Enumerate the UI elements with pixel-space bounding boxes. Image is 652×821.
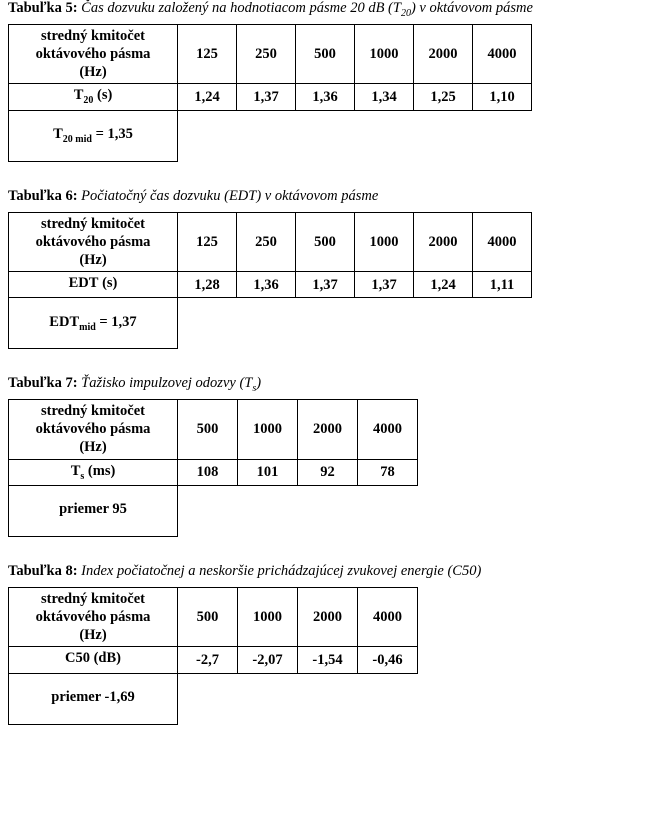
summary-sub: mid — [79, 321, 96, 333]
table-caption-8 — [0, 563, 652, 587]
value-cell: 1,37 — [296, 271, 355, 297]
value-cell: -2,07 — [238, 647, 298, 673]
table-caption-6 — [0, 188, 652, 212]
row-label-pre: T — [73, 87, 84, 104]
header-line-3: (Hz) — [79, 627, 107, 644]
summary-cell-7 — [9, 485, 178, 536]
row-label-sub: s — [80, 470, 85, 482]
value-cell: 101 — [238, 459, 298, 485]
frequency-header-cell: 500 — [178, 587, 238, 646]
caption-text-6 — [81, 188, 378, 204]
frequency-header-cell: 1000 — [238, 587, 298, 646]
header-line-1: stredný kmitočet — [40, 590, 146, 607]
summary-pre: T — [53, 125, 63, 142]
frequency-header-cell: 4000 — [358, 400, 418, 459]
value-cell: 1,28 — [178, 271, 237, 297]
value-cell: 1,36 — [296, 84, 355, 110]
frequency-header-cell: 500 — [296, 212, 355, 271]
caption-sub-7: s — [252, 383, 257, 395]
frequency-header-cell: 2000 — [298, 400, 358, 459]
data-table-8 — [8, 587, 418, 725]
summary-pre: priemer 95 — [59, 501, 127, 518]
frequency-header-cell: 2000 — [298, 587, 358, 646]
caption-text-pre-8: Index počiatočnej a neskoršie prichádzajúcej zvukovej energie (C50) — [81, 562, 482, 579]
table-row — [9, 673, 418, 724]
caption-label-5: Tabuľka 5: — [8, 0, 78, 16]
header-line-2: oktávového pásma — [35, 46, 151, 63]
header-line-3: (Hz) — [79, 64, 107, 81]
table-block-7 — [0, 375, 652, 537]
caption-text-post-5: ) v oktávovom pásme — [410, 0, 533, 16]
spacer — [0, 537, 652, 563]
caption-label-6: Tabuľka 6: — [8, 187, 78, 204]
frequency-header-cell: 500 — [178, 400, 238, 459]
row-label-pre: C50 — [64, 650, 90, 667]
table-row — [9, 271, 532, 297]
value-cell: 92 — [298, 459, 358, 485]
summary-cell-8 — [9, 673, 178, 724]
value-row-label-7 — [9, 459, 178, 485]
frequency-header-cell: 250 — [237, 212, 296, 271]
frequency-header-cell: 4000 — [358, 587, 418, 646]
row-label-pre: EDT — [68, 274, 99, 291]
summary-cell-6 — [9, 298, 178, 349]
caption-label-8: Tabuľka 8: — [8, 562, 78, 579]
row-label-post: (dB) — [89, 650, 121, 667]
row-label-post: (ms) — [84, 462, 116, 479]
row-label-sub: 20 — [83, 95, 94, 107]
header-frequency-label-5 — [9, 24, 178, 83]
summary-cell-5 — [9, 110, 178, 161]
frequency-header-cell: 1000 — [355, 212, 414, 271]
frequency-header-cell: 1000 — [238, 400, 298, 459]
value-row-label-8 — [9, 647, 178, 673]
value-cell: -0,46 — [358, 647, 418, 673]
table-row — [9, 485, 418, 536]
table-row — [9, 212, 532, 271]
spacer — [0, 162, 652, 188]
row-label-post: (s) — [93, 87, 113, 104]
value-cell: 1,34 — [355, 84, 414, 110]
table-block-6 — [0, 188, 652, 350]
frequency-header-cell: 2000 — [414, 212, 473, 271]
value-cell: 1,24 — [178, 84, 237, 110]
frequency-header-cell: 4000 — [473, 24, 532, 83]
spacer — [0, 349, 652, 375]
table-row — [9, 110, 532, 161]
caption-text-post-7: ) — [256, 375, 262, 392]
header-frequency-label-6 — [9, 212, 178, 271]
header-frequency-label-7 — [9, 400, 178, 459]
frequency-header-cell: 500 — [296, 24, 355, 83]
header-frequency-label-8 — [9, 587, 178, 646]
frequency-header-cell: 125 — [178, 212, 237, 271]
header-line-1: stredný kmitočet — [40, 403, 146, 420]
caption-text-pre-6: Počiatočný čas dozvuku (EDT) v oktávovom pásme — [81, 187, 379, 204]
row-label-post: (s) — [98, 274, 118, 291]
header-line-2: oktávového pásma — [35, 608, 151, 625]
summary-pre: priemer -1,69 — [51, 688, 135, 705]
frequency-header-cell: 125 — [178, 24, 237, 83]
table-caption-5 — [0, 0, 652, 24]
caption-label-7: Tabuľka 7: — [8, 375, 78, 392]
header-line-2: oktávového pásma — [35, 233, 151, 250]
caption-text-7 — [81, 375, 262, 395]
data-table-6 — [8, 212, 532, 350]
value-cell: 1,24 — [414, 271, 473, 297]
summary-post: = 1,35 — [91, 125, 133, 142]
table-row — [9, 24, 532, 83]
summary-pre: EDT — [49, 313, 80, 330]
table-row — [9, 647, 418, 673]
value-cell: -1,54 — [298, 647, 358, 673]
caption-text-pre-5: Čas dozvuku založený na hodnotiacom pásme 20 dB (T — [81, 0, 401, 16]
frequency-header-cell: 250 — [237, 24, 296, 83]
summary-post: = 1,37 — [95, 313, 137, 330]
caption-text-8 — [81, 563, 481, 579]
header-line-1: stredný kmitočet — [40, 27, 146, 44]
value-cell: 108 — [178, 459, 238, 485]
data-table-5 — [8, 24, 532, 162]
header-line-3: (Hz) — [79, 251, 107, 268]
data-table-7 — [8, 399, 418, 537]
frequency-header-cell: 4000 — [473, 212, 532, 271]
table-block-8 — [0, 563, 652, 725]
caption-sub-5: 20 — [400, 7, 411, 19]
value-row-label-6 — [9, 271, 178, 297]
table-caption-7 — [0, 375, 652, 399]
table-row — [9, 459, 418, 485]
value-cell: 78 — [358, 459, 418, 485]
frequency-header-cell: 2000 — [414, 24, 473, 83]
header-line-2: oktávového pásma — [35, 421, 151, 438]
summary-sub: 20 mid — [62, 133, 92, 145]
table-row — [9, 587, 418, 646]
value-cell: 1,36 — [237, 271, 296, 297]
header-line-1: stredný kmitočet — [40, 215, 146, 232]
header-line-3: (Hz) — [79, 439, 107, 456]
value-row-label-5 — [9, 84, 178, 110]
value-cell: 1,37 — [355, 271, 414, 297]
table-row — [9, 400, 418, 459]
value-cell: 1,11 — [473, 271, 532, 297]
row-label-pre: T — [70, 462, 81, 479]
value-cell: 1,10 — [473, 84, 532, 110]
caption-text-5 — [81, 0, 533, 19]
value-cell: 1,37 — [237, 84, 296, 110]
table-block-5 — [0, 0, 652, 162]
value-cell: 1,25 — [414, 84, 473, 110]
frequency-header-cell: 1000 — [355, 24, 414, 83]
table-row — [9, 298, 532, 349]
table-row — [9, 84, 532, 110]
value-cell: -2,7 — [178, 647, 238, 673]
caption-text-pre-7: Ťažisko impulzovej odozvy (T — [81, 375, 253, 392]
